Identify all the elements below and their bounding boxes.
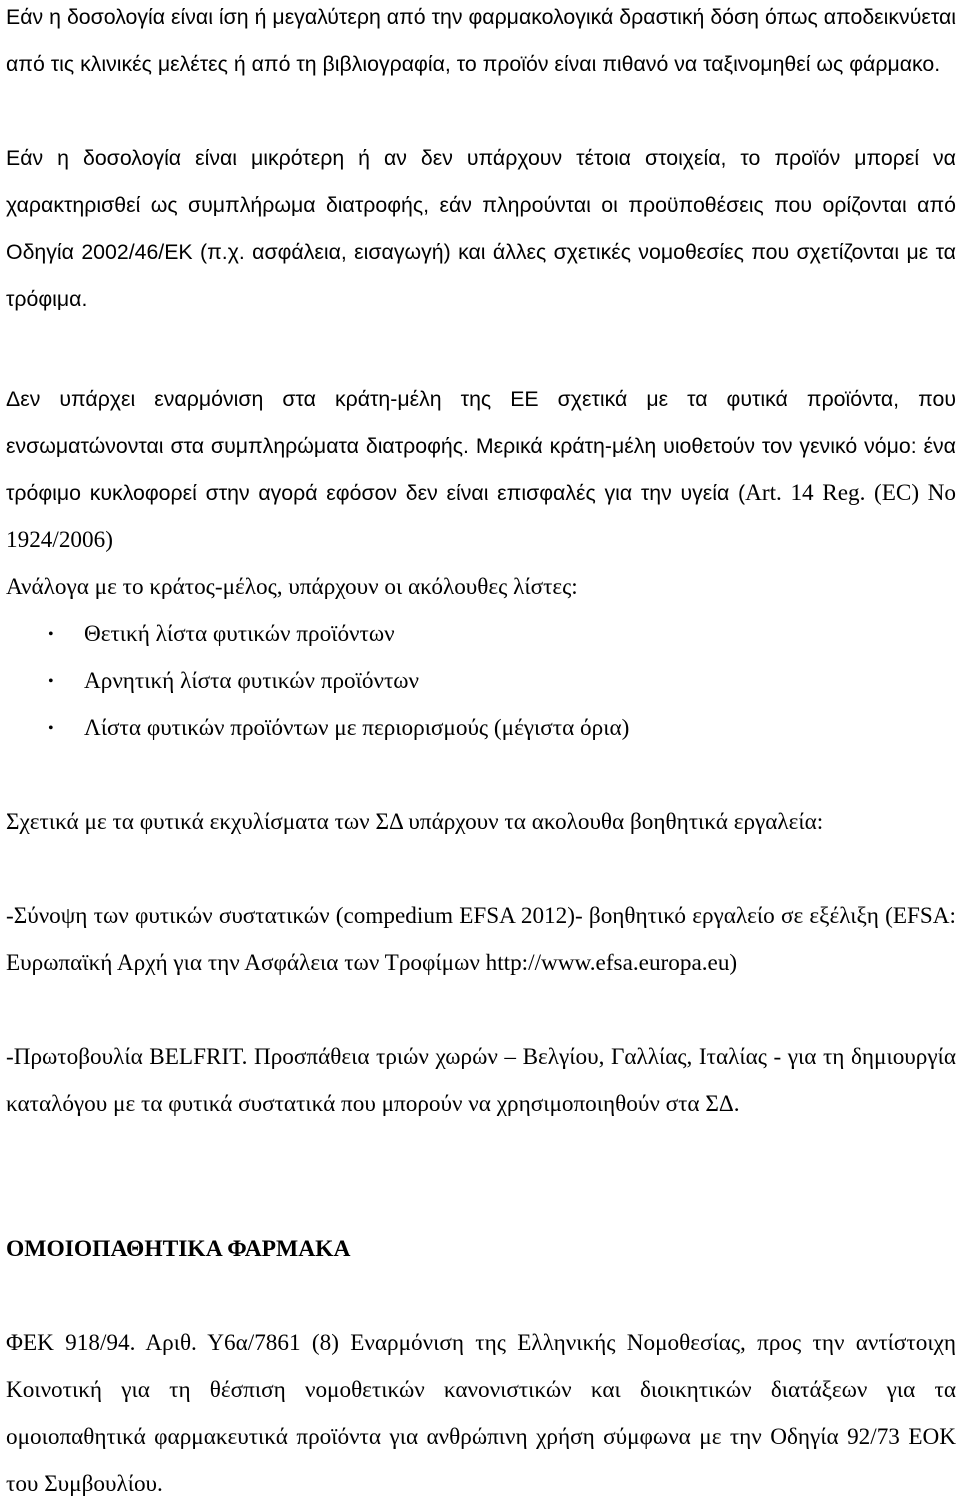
lists-bullet-list [6, 611, 956, 752]
tool-efsa-compendium: -Σύνοψη των φυτικών συστατικών (compedium EFSA 2012)- βοηθητικό εργαλείο σε εξέλιξη (EFSA: Ευρωπαϊκή Αρχή για την Ασφάλεια των Τροφίμων http://www.efsa.europa.eu) [6, 903, 956, 976]
list-item [6, 658, 956, 705]
bullet-icon: • [48, 626, 54, 643]
regulation-reference: Art. 14 Reg. (EC) No 1924/2006) [6, 480, 956, 553]
list-item [6, 611, 956, 658]
paragraph-fek: ΦΕΚ 918/94. Αριθ. Υ6α/7861 (8) Εναρμόνιση της Ελληνικής Νομοθεσίας, προς την αντίστοιχη Κοινοτική για τη θέσπιση νομοθετικών κανονιστικών και διοικητικών διατάξεων για τα ομοιοπαθητικά φαρμακευτικά προϊόντα για ανθρώπινη χρήση σύμφωνα με την Οδηγία 92/73 ΕΟΚ του Συμβουλίου. [6, 1330, 956, 1497]
tool-belfrit: -Πρωτοβουλία BELFRIT. Προσπάθεια τριών χωρών – Βελγίου, Γαλλίας, Ιταλίας - για τη δημιουργία καταλόγου με τα φυτικά συστατικά που μπορούν να χρησιμοποιηθούν στα ΣΔ. [6, 1044, 956, 1117]
list-item-label: Λίστα φυτικών προϊόντων με περιορισμούς (μέγιστα όρια) [84, 715, 630, 741]
list-item-label: Θετική λίστα φυτικών προϊόντων [84, 621, 395, 647]
paragraph-tools: Σχετικά με τα φυτικά εκχυλίσματα των ΣΔ υπάρχουν τα ακολουθα βοηθητικά εργαλεία: [6, 809, 824, 835]
list-item [6, 705, 956, 752]
paragraph-dosage-drug: Εάν η δοσολογία είναι ίση ή μεγαλύτερη από την φαρμακολογικά δραστική δόση όπως αποδεικνύεται από τις κλινικές μελέτες ή από τη βιβλιογραφία, το προϊόν είναι πιθανό να ταξινομηθεί ως φάρμακο. [6, 5, 956, 76]
list-item-label: Αρνητική λίστα φυτικών προϊόντων [84, 668, 420, 694]
bullet-icon: • [48, 673, 54, 690]
section-heading: ΟΜΟΙΟΠΑΘΗΤΙΚΑ ΦΑΡΜΑΚΑ [6, 1236, 351, 1262]
paragraph-harmonisation [6, 376, 956, 564]
bullet-icon: • [48, 720, 54, 737]
list-intro: Ανάλογα με το κράτος-μέλος, υπάρχουν οι ακόλουθες λίστες: [6, 574, 578, 600]
paragraph-dosage-supplement: Εάν η δοσολογία είναι μικρότερη ή αν δεν υπάρχουν τέτοια στοιχεία, το προϊόν μπορεί να χαρακτηρισθεί ως συμπλήρωμα διατροφής, εάν πληρούνται οι προϋποθέσεις που ορίζονται από Οδηγία 2002/46/ΕΚ (π.χ. ασφάλεια, εισαγωγή) και άλλες σχετικές νομοθεσίες που σχετίζονται με τα τρόφιμα. [6, 146, 956, 311]
paragraph-harmonisation-text: Δεν υπάρχει εναρμόνιση στα κράτη-μέλη της ΕΕ σχετικά με τα φυτικά προϊόντα, που ενσωματώνονται στα συμπληρώματα διατροφής. Μερικά κράτη-μέλη υιοθετούν τον γενικό νόμο: ένα τρόφιμο κυκλοφορεί στην αγορά εφόσον δεν είναι επισφαλές για την υγεία ( [6, 387, 956, 505]
